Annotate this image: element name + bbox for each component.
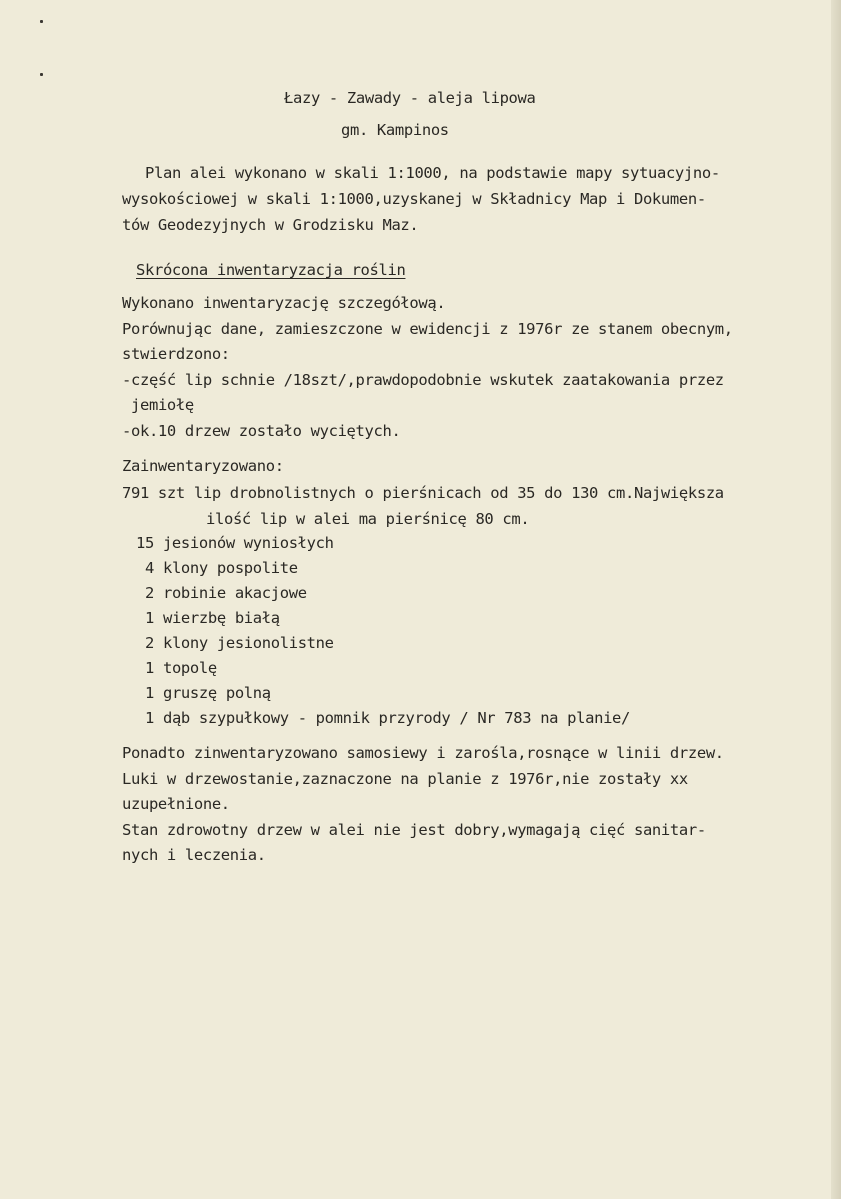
inventory-main-line: ilość lip w alei ma pierśnicę 80 cm. [206, 510, 530, 528]
inventory-item: 1 dąb szypułkowy - pomnik przyrody / Nr 783 na planie/ [145, 709, 631, 727]
inventory-heading: Zainwentaryzowano: [122, 457, 284, 475]
findings-line: -ok.10 drzew zostało wyciętych. [122, 422, 401, 440]
closing-line: Stan zdrowotny drzew w alei nie jest dobry,wymagają cięć sanitar- [122, 821, 706, 839]
inventory-item: 1 wierzbę białą [145, 609, 280, 627]
inventory-item: 1 gruszę polną [145, 684, 271, 702]
findings-line: stwierdzono: [122, 345, 230, 363]
page-edge-shadow [831, 0, 841, 1199]
findings-line: -część lip schnie /18szt/,prawdopodobnie wskutek zaatakowania przez [122, 371, 724, 389]
closing-line: uzupełnione. [122, 795, 230, 813]
inventory-item: 2 robinie akacjowe [145, 584, 307, 602]
intro-line: Plan alei wykonano w skali 1:1000, na podstawie mapy sytuacyjno- [145, 164, 720, 182]
inventory-item: 1 topolę [145, 659, 217, 677]
closing-line: Ponadto zinwentaryzowano samosiewy i zarośla,rosnące w linii drzew. [122, 744, 724, 762]
document-title: Łazy - Zawady - aleja lipowa [284, 89, 536, 107]
closing-line: nych i leczenia. [122, 846, 266, 864]
punch-mark [40, 20, 43, 23]
closing-line: Luki w drzewostanie,zaznaczone na planie z 1976r,nie zostały xx [122, 770, 688, 788]
inventory-main-line: 791 szt lip drobnolistnych o pierśnicach od 35 do 130 cm.Największa [122, 484, 724, 502]
section-heading: Skrócona inwentaryzacja roślin [136, 261, 406, 279]
findings-line: jemiołę [131, 396, 194, 414]
intro-line: tów Geodezyjnych w Grodzisku Maz. [122, 216, 419, 234]
document-subtitle: gm. Kampinos [341, 121, 449, 139]
intro-line: wysokościowej w skali 1:1000,uzyskanej w Składnicy Map i Dokumen- [122, 190, 706, 208]
punch-mark [40, 73, 43, 76]
findings-line: Wykonano inwentaryzację szczegółową. [122, 294, 446, 312]
findings-line: Porównując dane, zamieszczone w ewidencji z 1976r ze stanem obecnym, [122, 320, 733, 338]
inventory-item: 15 jesionów wyniosłych [136, 534, 334, 552]
inventory-item: 4 klony pospolite [145, 559, 298, 577]
inventory-item: 2 klony jesionolistne [145, 634, 334, 652]
